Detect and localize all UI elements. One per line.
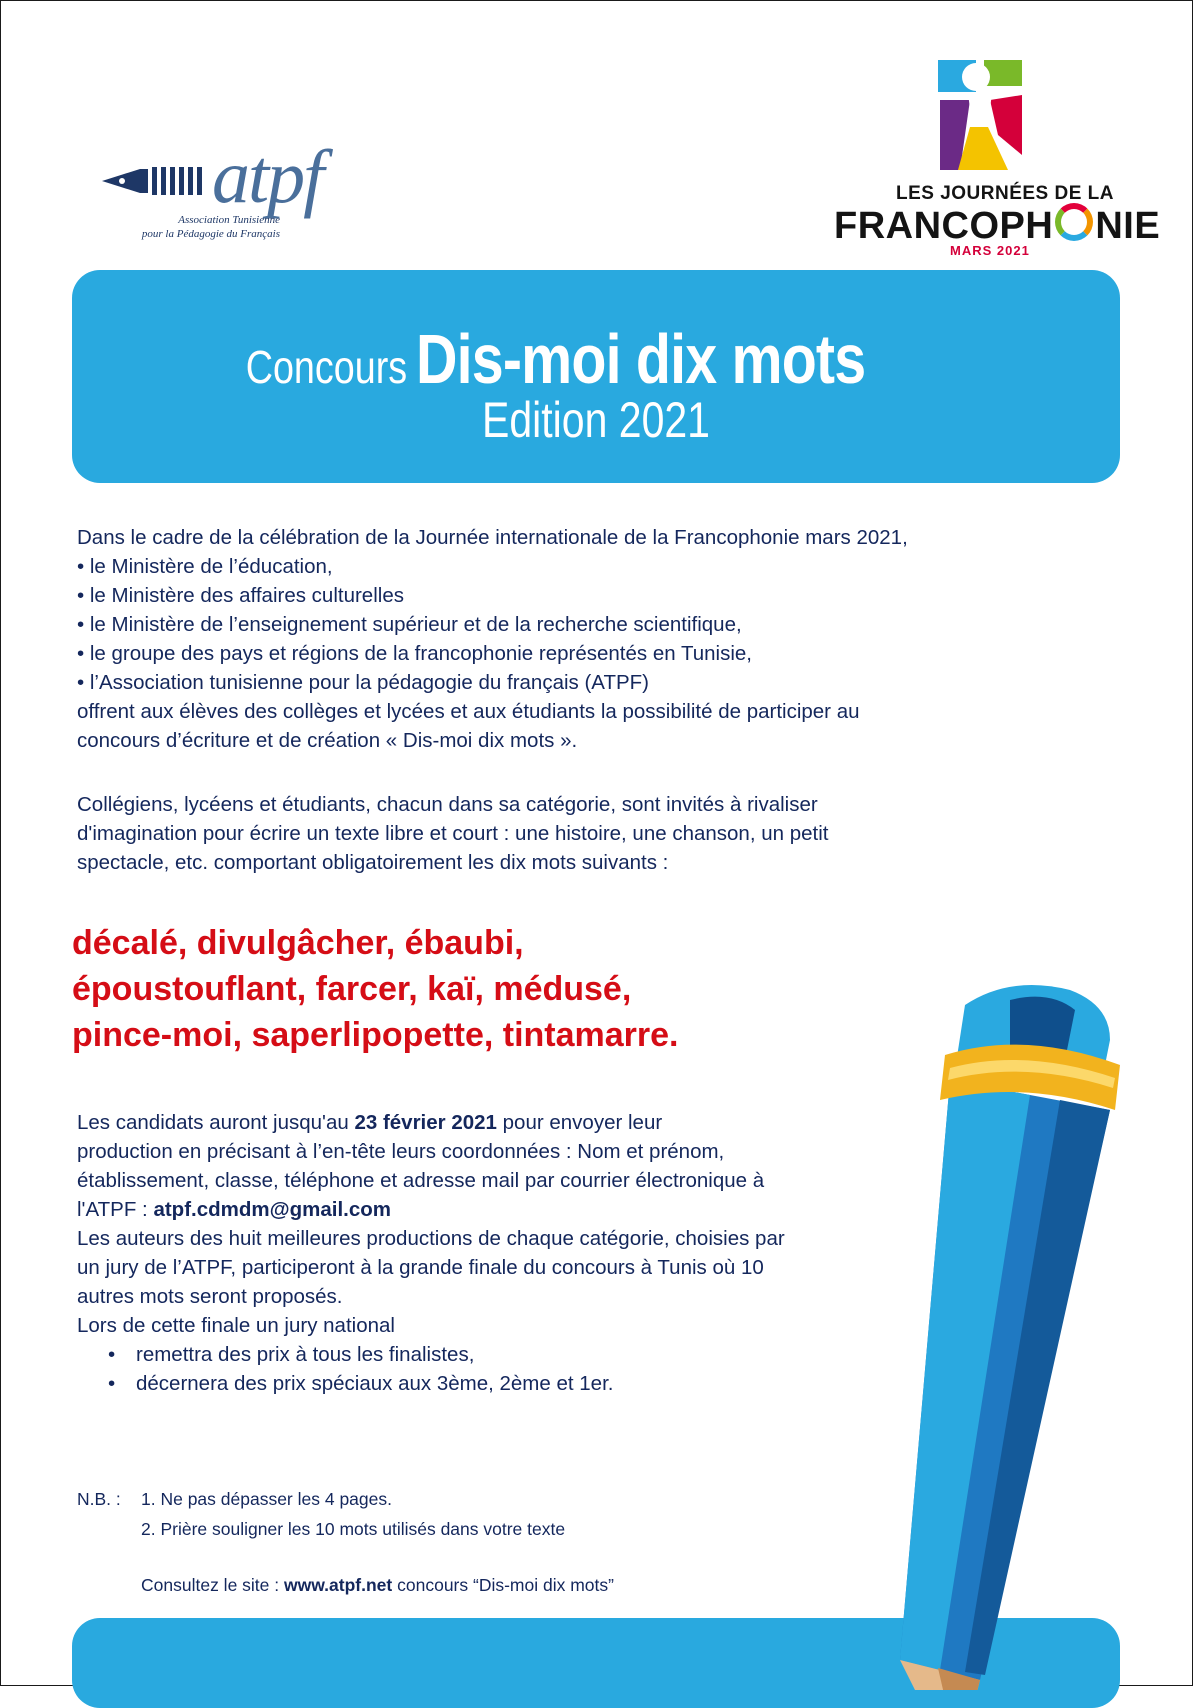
- nb-item: 2. Prière souligner les 10 mots utilisés dans votre texte: [141, 1519, 566, 1539]
- intro-line: Dans le cadre de la célébration de la Journée internationale de la Francophonie mars 2021,: [77, 526, 908, 549]
- words-line: époustouflant, farcer, kaï, médusé,: [72, 970, 632, 1008]
- words-line: pince-moi, saperlipopette, tintamarre.: [72, 1016, 679, 1054]
- words-line: décalé, divulgâcher, ébaubi,: [72, 924, 524, 962]
- atpf-subtitle-line2: pour la Pédagogie du Français: [141, 228, 280, 240]
- atpf-logo: [100, 135, 350, 255]
- rules-text: l'ATPF :: [77, 1198, 148, 1221]
- deadline: 23 février 2021: [354, 1111, 497, 1134]
- rules-line: Lors de cette finale un jury national: [77, 1314, 395, 1337]
- invitation-paragraph: [77, 790, 828, 877]
- rules-line: établissement, classe, téléphone et adresse mail par courrier électronique à: [77, 1169, 765, 1192]
- francophonie-logo: [820, 55, 1161, 265]
- rules-line: [77, 1108, 785, 1137]
- rules-text: Les candidats auront jusqu'au: [77, 1111, 349, 1134]
- atpf-subtitle-line1: Association Tunisienne: [178, 214, 280, 226]
- email-address: atpf.cdmdm@gmail.com: [153, 1198, 391, 1221]
- pencil-icon: [860, 960, 1180, 1690]
- site-url: www.atpf.net: [284, 1575, 393, 1595]
- banner-edition-text: Edition 2021: [482, 392, 710, 448]
- site-text: concours “Dis-moi dix mots”: [397, 1575, 614, 1595]
- rules-line: production en précisant à l’en-tête leurs coordonnées : Nom et prénom,: [77, 1140, 725, 1163]
- intro-item: • le groupe des pays et régions de la francophonie représentés en Tunisie,: [77, 642, 752, 665]
- atpf-logo-text: atpf: [212, 135, 323, 219]
- intro-line: concours d’écriture et de création « Dis-moi dix mots ».: [77, 729, 578, 752]
- website-line: [141, 1572, 614, 1598]
- rules-text: pour envoyer leur: [502, 1111, 663, 1134]
- intro-paragraph: [77, 523, 908, 755]
- intro-item: • le Ministère de l’éducation,: [77, 555, 333, 578]
- rules-line: Les auteurs des huit meilleures productions de chaque catégorie, choisies par: [77, 1227, 785, 1250]
- nota-bene: [77, 1484, 565, 1544]
- nb-line: [77, 1484, 565, 1514]
- banner-title: Dis-moi dix mots: [415, 320, 866, 398]
- invitation-line: spectacle, etc. comportant obligatoirement les dix mots suivants :: [77, 851, 669, 874]
- rules-line: autres mots seront proposés.: [77, 1285, 343, 1308]
- title-banner: [72, 270, 1120, 483]
- francophonie-date: MARS 2021: [950, 243, 1030, 258]
- rules-bullet: • décernera des prix spéciaux aux 3ème, 2ème et 1er.: [77, 1369, 785, 1398]
- francophonie-main-after: NIE: [1095, 205, 1161, 247]
- intro-item: • le Ministère des affaires culturelles: [77, 584, 404, 607]
- intro-item: • le Ministère de l’enseignement supérieur et de la recherche scientifique,: [77, 613, 742, 636]
- invitation-line: d'imagination pour écrire un texte libre et court : une histoire, une chanson, un petit: [77, 822, 829, 845]
- atpf-subtitle: [100, 213, 280, 241]
- francophonie-figure-icon: [930, 55, 1030, 175]
- invitation-line: Collégiens, lycéens et étudiants, chacun dans sa catégorie, sont invités à rivaliser: [77, 793, 818, 816]
- intro-line: offrent aux élèves des collèges et lycées et aux étudiants la possibilité de participer au: [77, 700, 860, 723]
- intro-item: • l’Association tunisienne pour la pédagogie du français (ATPF): [77, 671, 649, 694]
- francophonie-title-top: LES JOURNÉES DE LA: [895, 183, 1115, 204]
- site-text: Consultez le site :: [141, 1575, 280, 1595]
- nb-item: 1. Ne pas dépasser les 4 pages.: [141, 1489, 392, 1509]
- ten-words: [72, 920, 678, 1058]
- rules-line: un jury de l’ATPF, participeront à la grande finale du concours à Tunis où 10: [77, 1256, 764, 1279]
- francophonie-title-main: [834, 203, 1160, 248]
- rules-bullet: • remettra des prix à tous les finalistes,: [77, 1340, 785, 1369]
- banner-prefix: Concours: [246, 341, 408, 393]
- francophonie-main-before: FRANCOPH: [834, 205, 1054, 247]
- rules-paragraph: [77, 1108, 785, 1398]
- fountain-pen-icon: [100, 147, 230, 217]
- nb-label: N.B. :: [77, 1489, 121, 1509]
- ring-icon: [1055, 203, 1093, 241]
- rules-line: [77, 1195, 785, 1224]
- banner-edition: [72, 390, 1120, 450]
